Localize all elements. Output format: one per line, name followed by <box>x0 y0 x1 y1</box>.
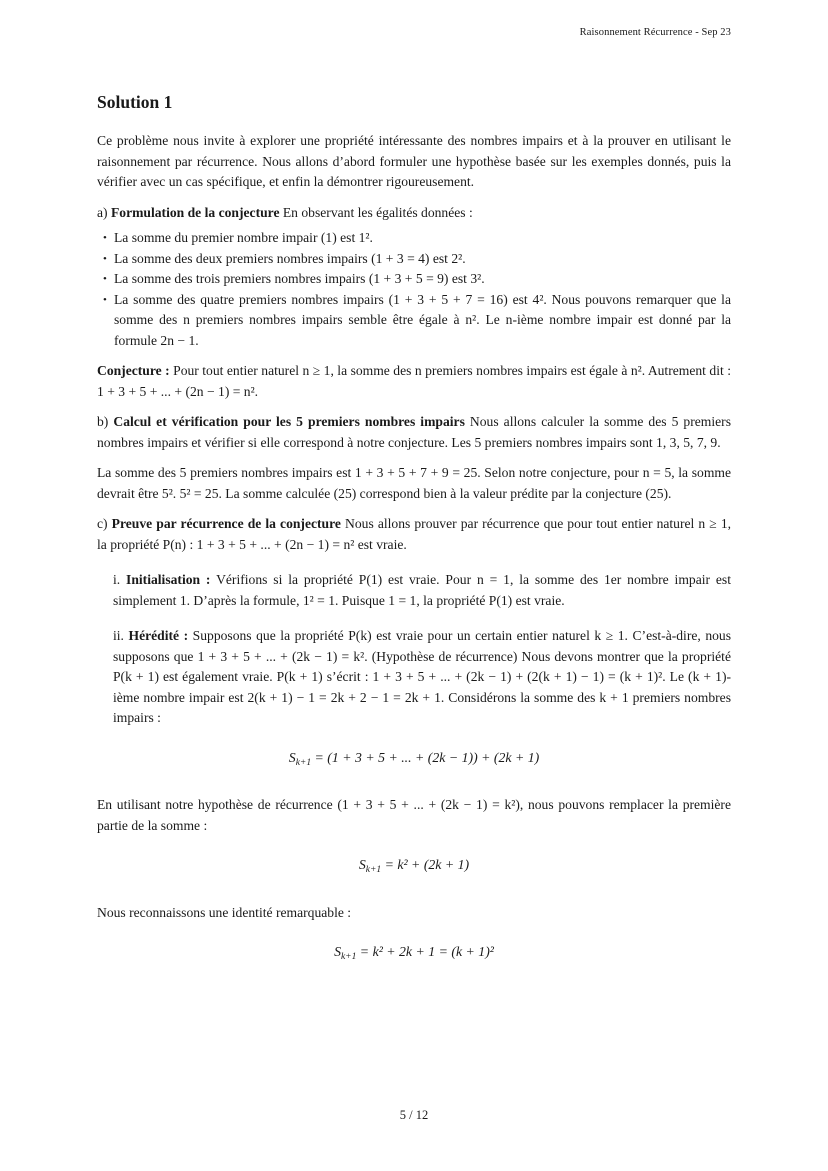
initialisation-heading: Initialisation : <box>126 572 211 587</box>
bullet-text: La somme du premier nombre impair (1) est 1². <box>114 230 373 245</box>
conjecture-text: Pour tout entier naturel n ≥ 1, la somme des n premiers nombres impairs est égale à n². Autrement dit : 1 + 3 + 5 + ... + (2n − 1) = n². <box>97 363 731 399</box>
page-footer <box>0 1108 828 1123</box>
bullet-item <box>97 269 731 290</box>
equation-variable: S <box>288 749 296 765</box>
conjecture-paragraph <box>97 361 731 402</box>
section-c-heading: Preuve par récurrence de la conjecture <box>111 516 341 531</box>
running-header <box>0 0 828 38</box>
document-content <box>0 92 828 968</box>
section-a-paragraph <box>97 203 731 224</box>
equation-variable: S <box>334 944 341 959</box>
heredite-heading: Hérédité : <box>128 628 189 643</box>
verification-paragraph: La somme des 5 premiers nombres impairs est 1 + 3 + 5 + 7 + 9 = 25. Selon notre conjecture, pour n = 5, la somme devrait être 5². 5² = 25. La somme calculée (25) correspond bien à la valeur prédite par la conjecture (25). <box>97 465 731 501</box>
conjecture-heading: Conjecture : <box>97 363 170 378</box>
section-a-label: a) <box>97 204 111 220</box>
section-c-text: Nous allons prouver par récurrence que pour tout entier naturel n ≥ 1, la propriété P(n) : 1 + 3 + 5 + ... + (2n − 1) = n² est vraie. <box>97 516 732 552</box>
initialisation-label: i. <box>113 572 127 587</box>
equation-k-squared <box>97 855 731 881</box>
equation-subscript: k+1 <box>365 865 382 875</box>
heredite-text: Supposons que la propriété P(k) est vraie pour un certain entier naturel k ≥ 1. C’est-à-dire, nous supposons que 1 + 3 + 5 + ... + (2k − 1) = k². (Hypothèse de récurrence) Nous devons montrer que la propriété P(k + 1) est également vraie. P(k + 1) s’écrit : 1 + 3 + 5 + ... + (2k − 1) + (2(k + 1) − 1) = (k + 1)². Le (k + 1)-ième nombre impair est 2(k + 1) − 1 = 2k + 2 − 1 = 2k + 1. Considérons la somme des k + 1 premiers nombres impairs : <box>113 628 732 725</box>
bullet-icon: • <box>103 273 107 285</box>
solution-title: Solution 1 <box>97 92 173 112</box>
bullet-icon: • <box>103 252 107 265</box>
bullet-item <box>97 249 731 270</box>
page-number: 5 / 12 <box>399 1108 429 1122</box>
equation-subscript: k+1 <box>295 757 312 768</box>
section-b-paragraph <box>97 412 731 453</box>
initialisation-paragraph <box>113 570 731 611</box>
bullet-text: La somme des deux premiers nombres impairs (1 + 3 = 4) est 2². <box>114 250 466 266</box>
initialisation-text: Vérifions si la propriété P(1) est vraie. Pour n = 1, la somme des 1er nombre impair est simplement 1. D’après la formule, 1² = 1. Puisque 1 = 1, la propriété P(1) est vraie. <box>113 572 732 608</box>
equation-final-identity <box>97 942 731 968</box>
section-c-paragraph <box>97 514 731 555</box>
equation-expression: = k² + 2k + 1 = (k + 1)² <box>356 944 494 959</box>
bullet-text: La somme des quatre premiers nombres impairs (1 + 3 + 5 + 7 = 16) est 4². Nous pouvons remarquer que la somme des n premiers nombres impairs semble être égale à n². Le n-ième nombre impair est donné par la formule 2n − 1. <box>114 291 731 348</box>
bullet-item <box>97 228 731 249</box>
equation-sum-expansion <box>97 748 731 774</box>
bullet-icon: • <box>103 232 107 244</box>
section-a-text: En observant les égalités données : <box>279 204 473 220</box>
identity-paragraph: Nous reconnaissons une identité remarquable : <box>97 904 352 920</box>
bullet-text: La somme des trois premiers nombres impairs (1 + 3 + 5 = 9) est 3². <box>114 271 485 286</box>
equation-variable: S <box>358 857 366 872</box>
equation-expression: = k² + (2k + 1) <box>381 857 470 872</box>
bullet-icon: • <box>103 293 107 306</box>
header-text: Raisonnement Récurrence - Sep 23 <box>579 27 731 38</box>
intro-paragraph: Ce problème nous invite à explorer une propriété intéressante des nombres impairs et à la prouver en utilisant le raisonnement par récurrence. Nous allons d’abord formuler une hypothèse basée sur les exemples donnés, puis la vérifier avec un cas spécifique, et enfin la démontrer rigoureusement. <box>97 133 731 189</box>
section-b-text: Nous allons calculer la somme des 5 premiers nombres impairs et vérifier si elle correspond à notre conjecture. Les 5 premiers nombres impairs sont 1, 3, 5, 7, 9. <box>97 414 731 450</box>
section-a-heading: Formulation de la conjecture <box>110 204 280 220</box>
bullet-item <box>97 290 731 352</box>
heredite-label: ii. <box>113 628 129 643</box>
bullet-list <box>97 228 731 351</box>
section-b-heading: Calcul et vérification pour les 5 premiers nombres impairs <box>113 414 465 429</box>
section-b-label: b) <box>97 414 114 429</box>
heredite-paragraph <box>113 626 731 729</box>
equation-subscript: k+1 <box>340 952 357 962</box>
equation-expression: = (1 + 3 + 5 + ... + (2k − 1)) + (2k + 1) <box>311 749 540 765</box>
hypothesis-substitution-paragraph: En utilisant notre hypothèse de récurrence (1 + 3 + 5 + ... + (2k − 1) = k²), nous pouvons remplacer la première partie de la somme : <box>97 797 731 833</box>
section-c-label: c) <box>97 516 112 531</box>
